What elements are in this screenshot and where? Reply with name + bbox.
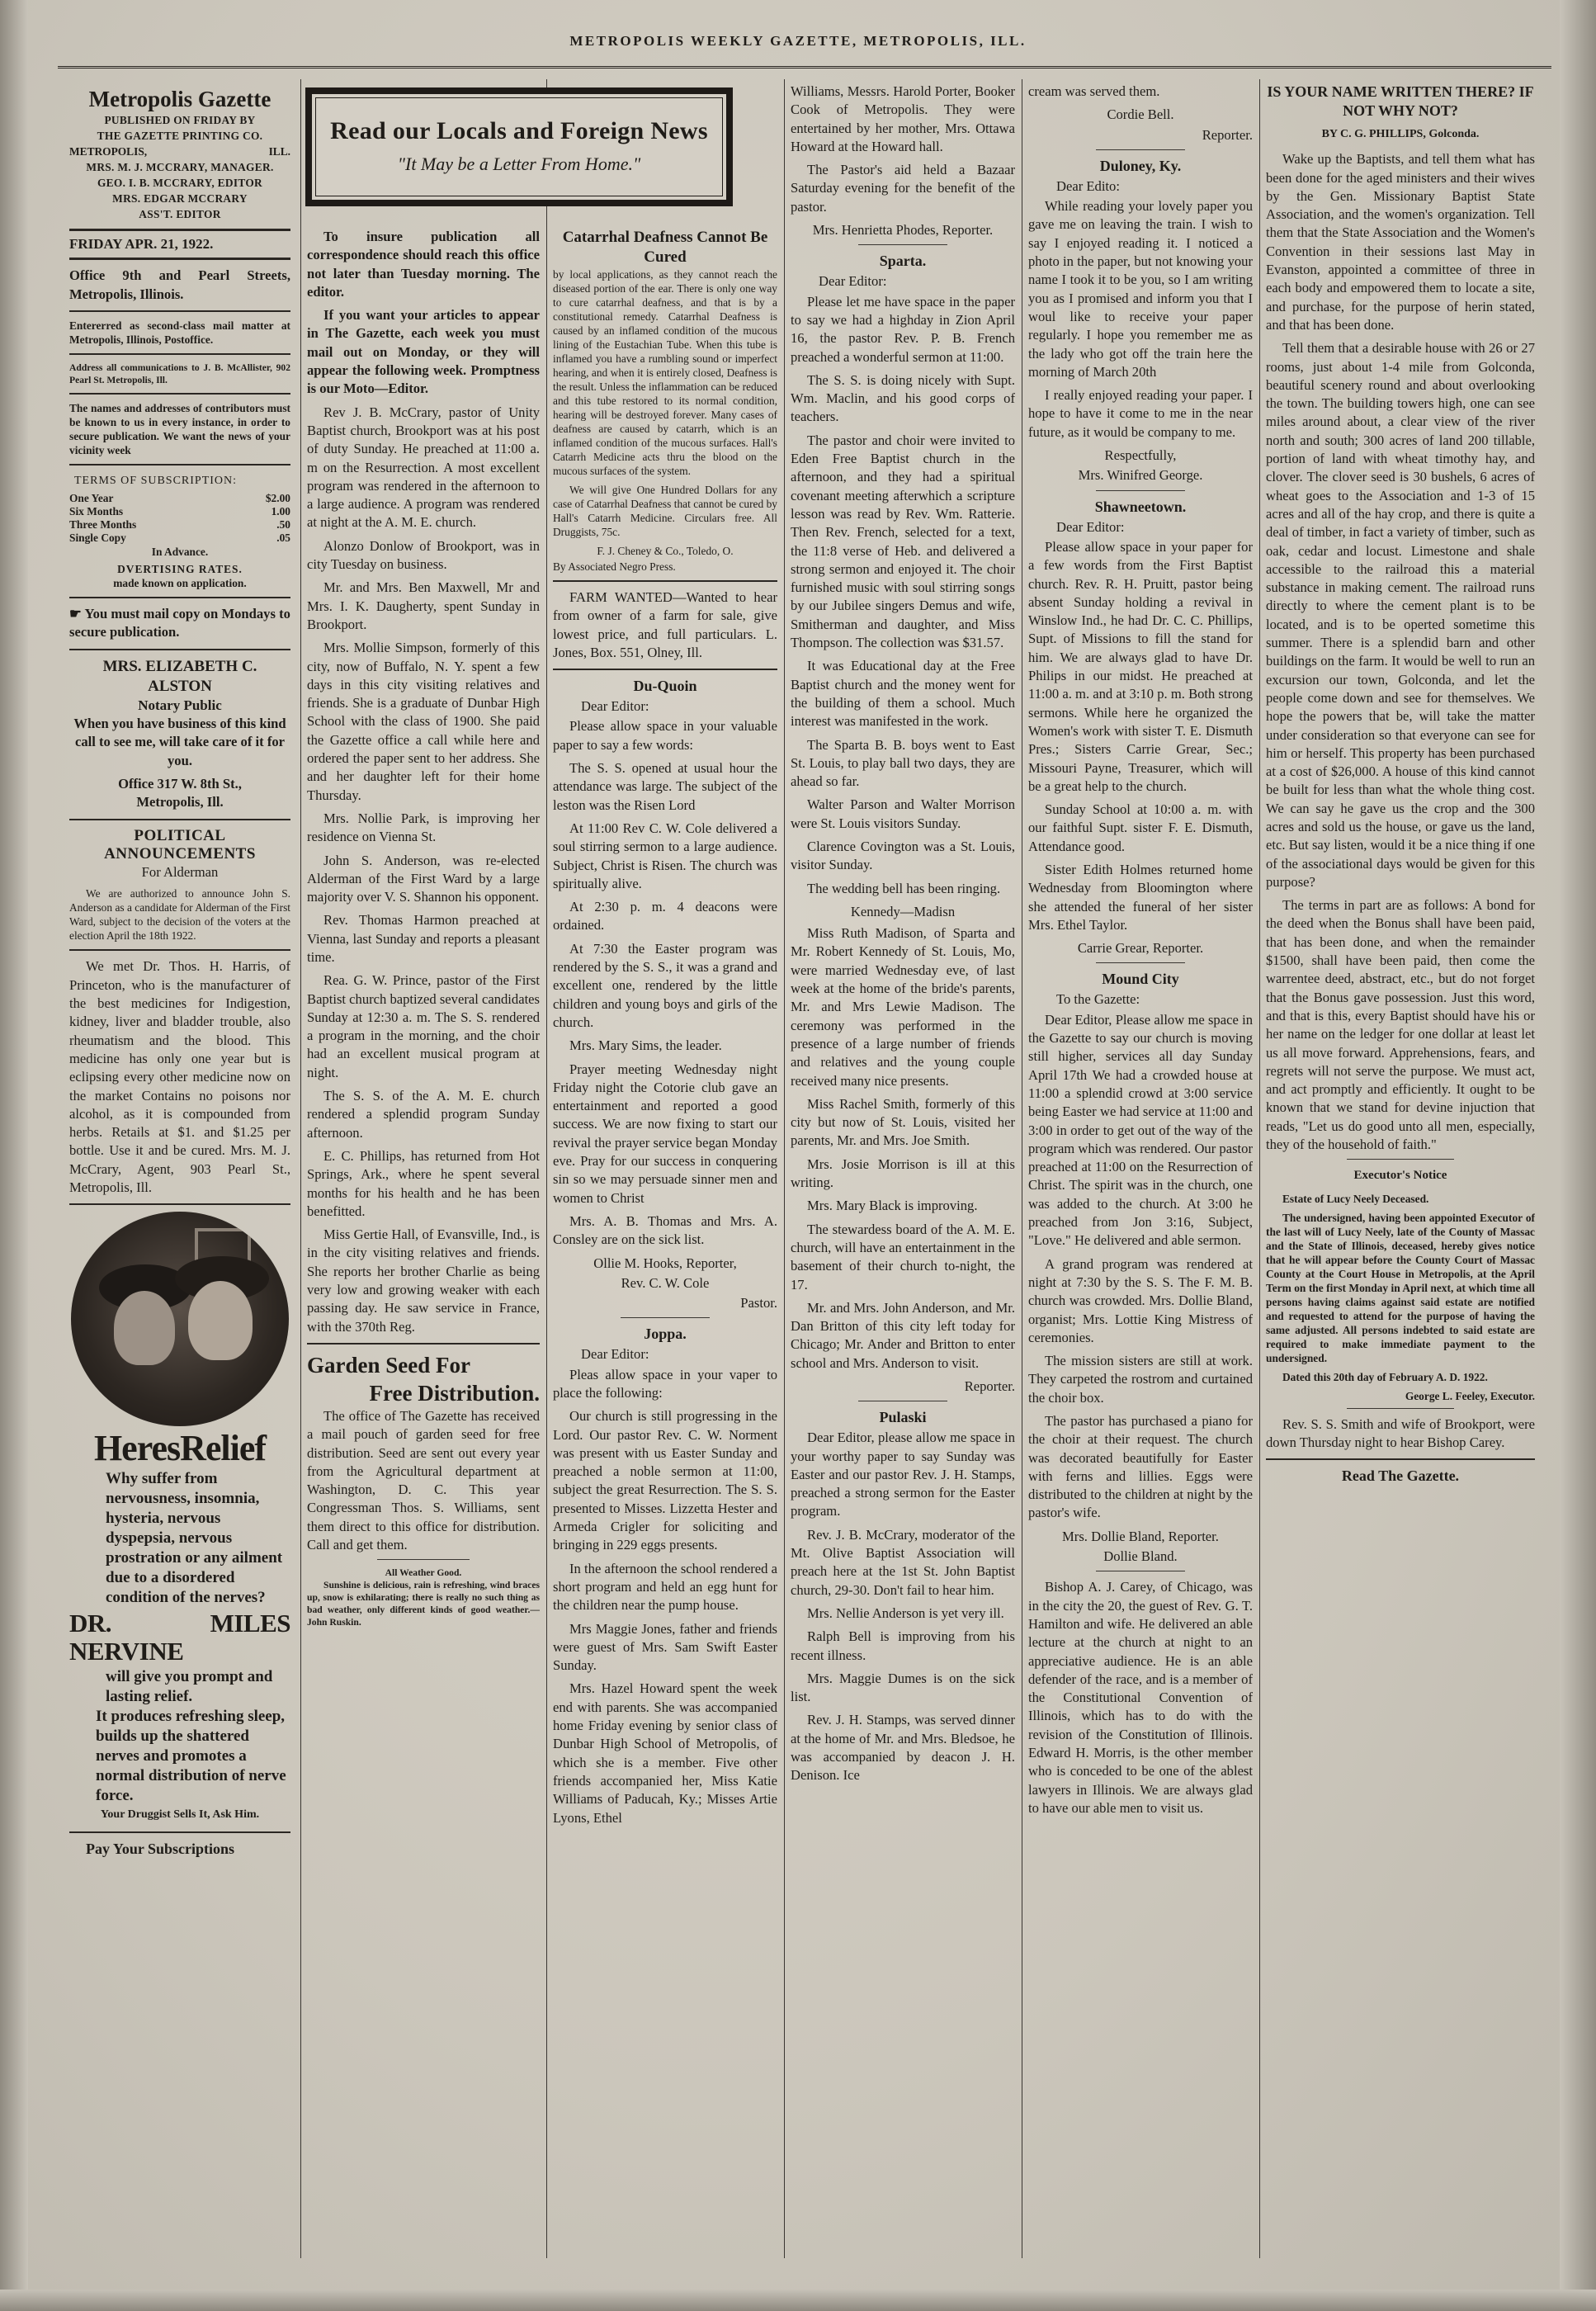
reporter-signature: Reporter. bbox=[1202, 126, 1253, 143]
advertising-title: DVERTISING RATES. bbox=[117, 563, 243, 576]
duquoin-paragraph: At 7:30 the Easter program was rendered by the S. S., it was a grand and excellent one, rendered by the little children and young boys and girls of the church. bbox=[553, 940, 777, 1030]
rule bbox=[69, 393, 290, 395]
rule bbox=[69, 819, 290, 820]
reporter-signature: Reporter. bbox=[964, 1378, 1015, 1394]
news-item: Alonzo Donlow of Brookport, was in city Tuesday on business. bbox=[307, 537, 540, 573]
issue-date: FRIDAY APR. 21, 1922. bbox=[69, 229, 290, 260]
duloney-paragraph: I really enjoyed reading your paper. I hope to have it come to me in the near future, as it would be company to me. bbox=[1028, 387, 1253, 440]
sparta-paragraph: It was Educational day at the Free Baptist church and the money went for the building of them a school. Much interest was manifested in the work. bbox=[791, 658, 1015, 730]
terms-row bbox=[69, 505, 290, 518]
running-head: METROPOLIS WEEKLY GAZETTE, METROPOLIS, ILL. bbox=[569, 33, 1027, 49]
separator bbox=[1096, 490, 1186, 491]
salutation: Dear Editor: bbox=[819, 273, 887, 290]
mound-city-signature: Dollie Bland. bbox=[1103, 1548, 1178, 1565]
column-2 bbox=[307, 228, 540, 2260]
pulaski-paragraph: Mrs. Nellie Anderson is yet very ill. bbox=[807, 1604, 1004, 1621]
joppa-paragraph: Mrs. Hazel Howard spent the week end with parents. She was accompanied home Friday evening by senior class of Dunbar High School of Metropolis, of which she is a member. Five other friends accompanied her, Miss Katie Williams of Paducah, Ky.; Misses Artie Lyons, Ethel bbox=[553, 1680, 777, 1826]
catarrh-heading: Catarrhal Deafness Cannot Be Cured bbox=[562, 229, 768, 266]
rule bbox=[69, 949, 290, 951]
duloney-heading: Duloney, Ky. bbox=[1099, 157, 1182, 174]
shawneetown-paragraph: Please allow space in your paper for a few words from the First Baptist church. Rev. R. H. Pruitt, pastor being absent Sunday holding a revival in Winslow Ind., he had Dr. C. C. Phillips, Supt. of Missions to fill the stand for him. We are always glad to have Dr. Philips in our midst. He preached at 11:00 a. m. and at 3:10 p. m. Both strong sermons. While here he organized the Women's work with sister T. E. Dismuth Pres.; Sisters Carrie Grear, Sec.; Missouri Payne, Treasurer, which will be a great help to the church. bbox=[1028, 538, 1253, 794]
news-item: The Pastor's aid held a Bazaar Saturday evening for the benefit of the pastor. bbox=[791, 162, 1015, 215]
mound-city-signature: Mrs. Dollie Bland, Reporter. bbox=[1062, 1528, 1219, 1544]
duloney-paragraph: While reading your lovely paper you gave me on leaving the train. I wish to say I enjoyed reading it. I noticed a photo in the paper, but not knowing your name I took it to be you, so I am writing you as I promised and inform you that I woul like to receive your paper regularly. I hope you remember me as the lady who got off the train here the morning of March 20th bbox=[1028, 198, 1253, 380]
pulaski-paragraph: Rev. J. B. McCrary, moderator of the Mt. Olive Baptist Association will preach here at the 1st St. John Baptist church, 29-30. Don't fail to hear him. bbox=[791, 1526, 1015, 1598]
masthead-asst-editor-title: ASS'T. EDITOR bbox=[139, 208, 221, 220]
salutation: Dear Editor: bbox=[1056, 518, 1125, 535]
associated-press: By Associated Negro Press. bbox=[553, 560, 676, 573]
address-notice: Address all communications to J. B. McAllister, 902 Pearl St. Metropolis, Ill. bbox=[69, 362, 290, 385]
ad-footer: Your Druggist Sells It, Ask Him. bbox=[100, 1808, 260, 1822]
terms-label: Six Months bbox=[69, 505, 124, 518]
article-headline: IS YOUR NAME WRITTEN THERE? IF NOT WHY NOT? bbox=[1267, 83, 1534, 119]
scan-edge-right bbox=[1560, 0, 1596, 2311]
sparta-paragraph: Clarence Covington was a St. Louis, visitor Sunday. bbox=[791, 838, 1015, 873]
rule bbox=[307, 1343, 540, 1345]
duquoin-paragraph: At 2:30 p. m. 4 deacons were ordained. bbox=[553, 899, 777, 933]
pulaski-paragraph: Rev. J. H. Stamps, was served dinner at the home of Mr. and Mrs. Bledsoe, he was accompanied by deacon J. H. Denison. Ice bbox=[791, 1712, 1015, 1784]
article-byline: BY C. G. PHILLIPS, Golconda. bbox=[1321, 128, 1480, 140]
ad-brand: DR. MILES NERVINE bbox=[69, 1609, 290, 1666]
joppa-paragraph: Our church is still progressing in the Lord. Our pastor Rev. C. W. Norment was present with us Easter Sunday and preached a noble sermon at 11:00, subject the great Resurrection. The S. S. presented to Misses. Lizzetta Hester and Armeda Crigler for soliciting and bringing in 229 eggs presents. bbox=[553, 1408, 777, 1553]
terms-label: Three Months bbox=[69, 518, 137, 532]
column-rule bbox=[1259, 79, 1260, 2258]
scan-edge-bottom bbox=[0, 2290, 1596, 2311]
executor-date: Dated this 20th day of February A. D. 1922. bbox=[1282, 1370, 1488, 1383]
masthead-editor: GEO. I. B. MCCRARY, EDITOR bbox=[97, 177, 263, 189]
news-item: E. C. Phillips, has returned from Hot Springs, Ark., where he spent several months for his health and he has been benefitted. bbox=[307, 1147, 540, 1219]
rule bbox=[69, 1831, 290, 1833]
duquoin-signature: Pastor. bbox=[740, 1295, 777, 1311]
duquoin-paragraph: Mrs. A. B. Thomas and Mrs. A. Consley are on the sick list. bbox=[553, 1212, 777, 1248]
news-item: Mr. and Mrs. Ben Maxwell, Mr and Mrs. I. K. Daugherty, spent Sunday in Brookport. bbox=[307, 579, 540, 632]
terms-label: Single Copy bbox=[69, 532, 126, 545]
locals-box-subtitle: "It May be a Letter From Home." bbox=[397, 154, 641, 174]
bishop-carey-item: Bishop A. J. Carey, of Chicago, was in the city the 20, the guest of Rev. G. T. Hamilton and wife. He delivered an able lecture at the church at night to an appreciative audience. He is an able defender of the race, and is a member of the Constitutional Convention of Illinois, which has to do with the revision of the Constitution of Illinois. Edward H. Morris, is the other member who is conceded to be one of the ablest lawyers in Illinois. We are always glad to have our able men to visit us. bbox=[1028, 1579, 1253, 1816]
news-continued: cream was served them. bbox=[1028, 83, 1160, 99]
sparta-paragraph: The Sparta B. B. boys went to East St. Louis, to play ball two days, they are ahead so far. bbox=[791, 736, 1015, 790]
duquoin-paragraph: Prayer meeting Wednesday night Friday night the Cotorie club gave an entertainment and reported a good success. We are now fixing to start our revival the prayer service began Monday eve. Pray for our success in conquering sin so we may persuade sinner men and women to Christ bbox=[553, 1061, 777, 1206]
weather-quote: Sunshine is delicious, rain is refreshing, wind braces up, snow is exhilarating; there is really no such thing as bad weather, only different kinds of good weather.—John Ruskin. bbox=[307, 1580, 540, 1628]
terms-price: .05 bbox=[276, 532, 290, 545]
garden-seed-text: The office of The Gazette has received a mail pouch of garden seed for free distribution. Seed are sent out every year from the Agricultural department at Washington, D. C. This year Congressman Thos. S. Williams, sent them direct to this office for distribution. Call and get them. bbox=[307, 1407, 540, 1552]
news-item: The S. S. of the A. M. E. church rendered a splendid program Sunday afternoon. bbox=[307, 1088, 540, 1141]
salutation: To the Gazette: bbox=[1056, 991, 1140, 1008]
duquoin-paragraph: The S. S. opened at usual hour the attendance was large. The subject of the leston was the Risen Lord bbox=[553, 760, 777, 813]
read-the-gazette: Read The Gazette. bbox=[1341, 1467, 1460, 1485]
article-paragraph: Tell them that a desirable house with 26 or 27 rooms, just about 1-4 mile from Golconda, beautiful scenery round and about overlooking the town. The building towers high, one can see miles around about, a clear view of the river north and south; 300 acres of land 200 tillable, portion of land with wheat timothy hay, and clover. The clover seed is 30 bushels, 6 acres of wheat goes to the Association and 1-3 of 15 acres and all of the hay crop, and there is quite a deal of timber, in fact a variety of timber, such as oak, cedar and locust. Limestone and shale accessible to the railroad this a material substance in making cement. The railroad runs directly to where the cement plant is to be located, and is to be operted sometime this summer. There is a splendid barn and other buildings on the farm. It would be well to run an excursion our town, Golconda, and let the people come down and see for themselves. We hope the powers that be, will take the matter under consideration so that everyone can see for him or herself. This property has been purchased at a cost of $26,000. A house of this kind cannot be built for less than what the whole thing cost. We can say he gave us the crop and the 300 acres and sold us the house, or gave us the land, etc. But say listen, would it be a nice thing if one of the associational days would be given for this purpose? bbox=[1266, 340, 1535, 890]
rule bbox=[553, 669, 777, 670]
news-item: Rea. G. W. Prince, pastor of the First Baptist church baptized several candidates Sunday at 12:30 a. m. The S. S. rendered a program in the morning, and the choir had an excellent musical program at night. bbox=[307, 972, 540, 1080]
separator bbox=[377, 1559, 470, 1560]
duquoin-heading: Du-Quoin bbox=[633, 678, 697, 695]
smith-item: Rev. S. S. Smith and wife of Brookport, were down Thursday night to hear Bishop Carey. bbox=[1266, 1415, 1535, 1450]
sparta-paragraph: Please let me have space in the paper to say we had a highday in Zion April 16, the pastor Rev. P. B. French preached a wonderful sermon at 11:00. bbox=[791, 293, 1015, 365]
separator bbox=[1096, 149, 1186, 150]
kennedy-paragraph: The stewardess board of the A. M. E. church, will have an entertainment in the basement of their church to-night, the 17. bbox=[791, 1221, 1015, 1293]
mound-city-paragraph: Dear Editor, Please allow me space in the Gazette to say our church is moving still higher, services all day Sunday April 17th We had a crowded house at 11:00 a splendid crowd at 3:00 service being Easter we had service at 11:00 and 3:00 in order to get out of the way of the program which was rendered. Our pastor preached at 11:00 on the Resurrection of Christ. The spirit was in the church, one was added to the church. At 3:00 he preached from Jon 3:16, Subject, "Love." He delivered and able sermon. bbox=[1028, 1011, 1253, 1249]
column-5 bbox=[1028, 83, 1253, 2261]
mail-notice-text: You must mail copy on Mondays to secure publication. bbox=[69, 606, 290, 640]
pulaski-heading: Pulaski bbox=[879, 1409, 927, 1426]
sparta-paragraph: The pastor and choir were invited to Eden Free Baptist church in the afternoon, and they had a spiritual covenant meeting afterwhich a scripture lesson was read by Rev. Wm. Ratterie. Then Rev. French, selected for a text, the 11:8 verse of Heb. and delivered a strong sermon and enjoyed it. The choir furnished music with soul stirring songs by our Jubilee singers Demus and wife, Smitherman and daughter, and Miss Thompson. The collection was $31.57. bbox=[791, 432, 1015, 651]
face-shape bbox=[114, 1291, 175, 1365]
terms-row bbox=[69, 518, 290, 532]
kennedy-paragraph: Mr. and Mrs. John Anderson, and Mr. Dan Britton of this city left today for Chicago; Mr. Ander and Britton to enter school and Mrs. Anderson to visit. bbox=[791, 1299, 1015, 1371]
executor-signature: George L. Feeley, Executor. bbox=[1405, 1389, 1535, 1402]
rule bbox=[69, 310, 290, 312]
column-3 bbox=[553, 228, 777, 2260]
advertising-note: made known on application. bbox=[113, 577, 247, 590]
terms-table bbox=[69, 492, 290, 545]
locals-box-inner-border bbox=[315, 97, 723, 196]
separator bbox=[1096, 962, 1186, 963]
terms-price: 1.00 bbox=[271, 505, 290, 518]
duquoin-paragraph: At 11:00 Rev C. W. Cole delivered a soul stirring sermon to a large audience. Subject, Christ is Risen. The church was spiritually alive. bbox=[553, 820, 777, 891]
duquoin-signature: Ollie M. Hooks, Reporter, bbox=[593, 1255, 737, 1271]
ad-promise: will give you prompt and lasting relief. bbox=[106, 1668, 273, 1706]
column-rule bbox=[300, 79, 301, 2258]
mound-city-paragraph: A grand program was rendered at night at 7:30 by the S. S. The F. M. B. church was crowded. Mrs. Dollie Bland, organist; Mrs. Lottie King Mistress of ceremonies. bbox=[1028, 1255, 1253, 1345]
notary-name: MRS. ELIZABETH C. ALSTON bbox=[102, 657, 257, 695]
terms-price: $2.00 bbox=[265, 492, 290, 505]
news-item: Rev. Thomas Harmon preached at Vienna, last Sunday and reports a pleasant time. bbox=[307, 912, 540, 965]
joppa-paragraph: Pleas allow space in your vaper to place the following: bbox=[553, 1366, 777, 1401]
pulaski-paragraph: Dear Editor, please allow me space in your worthy paper to say Sunday was Easter and our pastor Rev. J. H. Stamps, preached a strong sermon for the Easter program. bbox=[791, 1430, 1015, 1519]
duquoin-signature: Rev. C. W. Cole bbox=[621, 1274, 710, 1291]
masthead-company: THE GAZETTE PRINTING CO. bbox=[97, 130, 263, 142]
political-text: We are authorized to announce John S. Anderson as a candidate for Alderman of the First Ward, subject to the decision of the voters at the election April the 18th 1922. bbox=[69, 887, 290, 943]
salutation: Dear Editor: bbox=[581, 698, 649, 715]
rule bbox=[69, 1203, 290, 1205]
news-item: Rev J. B. McCrary, pastor of Unity Baptist church, Brookport was at his post of duty Sunday. He preached at 11:00 a. m on the Resurrection. A most excellent program was rendered in the afternoon to a large audience. A program was rendered at night at the A. M. E. church. bbox=[307, 404, 540, 531]
joppa-paragraph: Mrs Maggie Jones, father and friends were guest of Mrs. Sam Swift Easter Sunday. bbox=[553, 1620, 777, 1674]
ad-body: Why suffer from nervousness, insomnia, hysteria, nervous dyspepsia, nervous prostration or any ailment due to a disordered condition of the nerves? bbox=[106, 1470, 283, 1607]
harris-notice: We met Dr. Thos. H. Harris, of Princeton, who is the manufacturer of the best medicines for Indigestion, kidney, liver and bladder trouble, also rheumatism and the blood. This medicine has only one year but is eclipsing every other medicine now on the market Contains no poisons nor alcohol, as it is compounded from herbs. Retails at $1. and $1.25 per bottle. Use it and be cured. Mrs. M. J. McCrary, Agent, 903 Pearl St., Metropolis, Ill. bbox=[69, 958, 290, 1196]
news-item: John S. Anderson, was re-elected Alderman of the First Ward by a large majority over V. S. Shannon his opponent. bbox=[307, 852, 540, 905]
weather-heading: All Weather Good. bbox=[385, 1567, 462, 1579]
masthead-asst-editor: MRS. EDGAR MCCRARY bbox=[112, 192, 248, 205]
sparta-paragraph: The wedding bell has been ringing. bbox=[807, 880, 1001, 896]
catarrh-offer: We will give One Hundred Dollars for any case of Catarrhal Deafness that cannot be cured by Hall's Catarrh Medicine. Circulars free. All Druggists, 75c. bbox=[553, 484, 777, 538]
duquoin-paragraph: Please allow space in your valuable paper to say a few words: bbox=[553, 718, 777, 753]
head-rule bbox=[58, 66, 1551, 69]
garden-seed-heading-2: Free Distribution. bbox=[369, 1380, 540, 1406]
pointing-hand-icon: ☛ bbox=[69, 606, 85, 622]
kennedy-paragraph: Miss Ruth Madison, of Sparta and Mr. Robert Kennedy of St. Louis, Mo, were married Wednesday eve, of last week at the home of the bride's parents, Mr. and Mrs Lewie Madison. The ceremony was performed in the presence of a large number of friends and relatives and the young couple received many nice presents. bbox=[791, 925, 1015, 1089]
masthead-city-row bbox=[69, 144, 290, 159]
news-item: Mrs. Mollie Simpson, formerly of this city, now of Buffalo, N. Y. spent a few days in this city visiting relatives and friends. She is a graduate of Dunbar High School with the class of 1900. She paid the Gazette office a call while here and ordered the paper sent to her address. She and her daughter left for their home Thursday. bbox=[307, 640, 540, 803]
contributors-notice: The names and addresses of contributors must be known to us in every instance, in order to secure publication. We want the news of your vicinity week bbox=[69, 401, 290, 456]
mound-city-paragraph: The pastor has purchased a piano for the choir at their request. The church was decorated beautifully for Easter with ferns and lillies. Eggs were distributed to the children at night by the pastor's wife. bbox=[1028, 1413, 1253, 1521]
political-sub: For Alderman bbox=[141, 864, 219, 881]
executor-estate: Estate of Lucy Neely Deceased. bbox=[1282, 1192, 1429, 1205]
catarrh-text: by local applications, as they cannot reach the diseased portion of the ear. There is only one way to cure catarrhal deafness, and that is by a constitutional remedy. Catarrhal Deafness is caused by an inflamed condition of the mucous lining of the Eustachian Tube. When this tube is inflamed you have a rumbling sound or imperfect hearing, and when it is entirely closed, Deafness is the result. Unless the inflammation can be reduced and this tube restored to its normal condition, hearing will be destroyed forever. Many cases of deafness are caused by catarrh, which is an inflamed condition of the mucous surfaces. Hall's Catarrh Medicine acts thru the blood on the mucous surfaces of the system. bbox=[553, 268, 777, 477]
mail-notice bbox=[69, 605, 290, 642]
rule bbox=[553, 580, 777, 582]
joppa-heading: Joppa. bbox=[644, 1326, 687, 1343]
column-masthead bbox=[69, 83, 290, 2261]
sparta-heading: Sparta. bbox=[879, 253, 927, 270]
terms-price: .50 bbox=[276, 518, 290, 532]
terms-label: One Year bbox=[69, 492, 114, 505]
mound-city-heading: Mound City bbox=[1102, 971, 1179, 988]
separator bbox=[1347, 1408, 1454, 1409]
kennedy-paragraph: Mrs. Mary Black is improving. bbox=[807, 1198, 978, 1214]
pulaski-paragraph: Mrs. Maggie Dumes is on the sick list. bbox=[791, 1670, 1015, 1705]
notary-city: Metropolis, Ill. bbox=[136, 794, 224, 811]
terms-title: TERMS OF SUBSCRIPTION: bbox=[74, 474, 238, 487]
column-rule bbox=[784, 79, 785, 2258]
ad-headline: HeresRelief bbox=[93, 1428, 267, 1469]
salutation: Dear Editor: bbox=[581, 1346, 649, 1363]
pulaski-paragraph: Ralph Bell is improving from his recent illness. bbox=[791, 1628, 1015, 1663]
face-shape bbox=[188, 1281, 253, 1360]
rule bbox=[69, 353, 290, 355]
catarrh-signature: F. J. Cheney & Co., Toledo, O. bbox=[597, 545, 734, 557]
masthead-published: PUBLISHED ON FRIDAY BY bbox=[104, 114, 256, 126]
salutation: Dear Edito: bbox=[1056, 177, 1120, 194]
masthead-manager: MRS. M. J. MCCRARY, MANAGER. bbox=[86, 161, 274, 173]
reporter-signature: Mrs. Henrietta Phodes, Reporter. bbox=[812, 222, 994, 239]
joppa-paragraph: In the afternoon the school rendered a short program and held an egg hunt for the children near the pump house. bbox=[553, 1560, 777, 1614]
notary-title: Notary Public bbox=[138, 697, 222, 713]
column-4 bbox=[791, 83, 1015, 2261]
terms-row bbox=[69, 532, 290, 545]
article-paragraph: Wake up the Baptists, and tell them what has been done for the aged ministers and their wives by the Gen. Missionary Baptist State Association, and the women's organization. Tell them that the State Association and the Women's Convention in their sessions last May in Evanston, appointed a committee of three in each body and empowered them to locate a site, and purchase, for the purpose of herin stated, and that has been done. bbox=[1266, 151, 1535, 333]
ad-detail: It produces refreshing sleep, builds up the shattered nerves and promotes a normal distribution of nerve force. bbox=[96, 1708, 286, 1805]
notice-monday: If you want your articles to appear in The Gazette, each week you must mail out on Monday, or they will appear the following week. Promptness is our Moto—Editor. bbox=[307, 307, 540, 397]
mound-city-paragraph: The mission sisters are still at work. They carpeted the rostrom and curtained the choir box. bbox=[1028, 1353, 1253, 1406]
scan-edge-left bbox=[0, 0, 28, 2311]
news-continued: Williams, Messrs. Harold Porter, Booker Cook of Metropolis. They were entertained by her mother, Mrs. Ottawa Howard at the Howard hall. bbox=[791, 83, 1015, 154]
notary-text: When you have business of this kind call to see me, will take care of it for you. bbox=[73, 716, 286, 768]
rule bbox=[1266, 1458, 1535, 1460]
ad-illustration bbox=[71, 1212, 289, 1426]
duloney-signature: Mrs. Winifred George. bbox=[1078, 467, 1203, 484]
in-advance: In Advance. bbox=[151, 546, 209, 559]
executor-heading: Executor's Notice bbox=[1353, 1169, 1447, 1183]
separator bbox=[621, 1317, 711, 1318]
kennedy-paragraph: Mrs. Josie Morrison is ill at this writing. bbox=[791, 1156, 1015, 1191]
reporter-signature: Cordie Bell. bbox=[1107, 106, 1174, 123]
shawneetown-paragraph: Sunday School at 10:00 a. m. with our faithful Supt. sister F. E. Dismuth, Attendance good. bbox=[1028, 801, 1253, 854]
shawneetown-paragraph: Sister Edith Holmes returned home Wednesday from Bloomington where she attended the funeral of her sister Mrs. Ethel Taylor. bbox=[1028, 861, 1253, 933]
office-address: Office 9th and Pearl Streets, Metropolis, Illinois. bbox=[69, 267, 290, 302]
masthead-state: ILL. bbox=[268, 145, 290, 158]
sparta-paragraph: Walter Parson and Walter Morrison were St. Louis visitors Sunday. bbox=[791, 796, 1015, 831]
rule bbox=[69, 649, 290, 650]
shawneetown-signature: Carrie Grear, Reporter. bbox=[1077, 940, 1204, 957]
terms-row bbox=[69, 492, 290, 505]
kennedy-paragraph: Miss Rachel Smith, formerly of this city but now of St. Louis, visited her parents, Mr. and Mrs. Joe Smith. bbox=[791, 1095, 1015, 1149]
masthead-city: METROPOLIS, bbox=[69, 145, 148, 158]
executor-text: The undersigned, having been appointed Executor of the last will of Lucy Neely, late of the County of Massac and the State of Illinois, deceased, hereby gives notice that he will appear before the County Court of Massac County at the Court House in Metropolis, at the April Term on the first Monday in April next, at which time all persons having claims against said estate are notified and requested to attend for the purpose of having the same adjusted. All persons indebted to said estate are required to make immediate payment to the undersigned. bbox=[1266, 1211, 1535, 1364]
separator bbox=[1347, 1159, 1454, 1160]
sparta-paragraph: The S. S. is doing nicely with Supt. Wm. Maclin, and his good corps of teachers. bbox=[791, 371, 1015, 425]
article-paragraph: The terms in part are as follows: A bond for the deed when the Bonus shall have been paid, that has been done, and when the remainder $1500, shall have been paid, then come the warrentee deed, abstract, etc., but do not forget that the Bonus gave possession. Just this word, and that is this, every Baptist should have his or her name on the ledger for one dollar at least let us all move forward. Apprehensions, fears, and regrets will not serve the purpose. We must act, and act promptly and efficiently. It ought to be known that we stand for devine injuction that reads, "Let us do good unto all men, especially, they of the household of faith." bbox=[1266, 897, 1535, 1153]
garden-seed-heading: Garden Seed For bbox=[307, 1352, 470, 1378]
political-heading: POLITICAL ANNOUNCEMENTS bbox=[104, 826, 256, 862]
rule bbox=[69, 464, 290, 466]
pay-subscriptions: Pay Your Subscriptions bbox=[86, 1840, 235, 1857]
duquoin-paragraph: Mrs. Mary Sims, the leader. bbox=[569, 1037, 722, 1054]
notice-correspondence: To insure publication all correspondence should reach this office not later than Tuesday morning. The editor. bbox=[307, 229, 540, 300]
news-item: Miss Gertie Hall, of Evansville, Ind., is in the city visiting relatives and friends. She reports her brother Charlie as being very low and growing weaker with each passing day. He saw service in France, with the 370th Reg. bbox=[307, 1226, 540, 1335]
notary-office: Office 317 W. 8th St., bbox=[118, 775, 242, 792]
farm-wanted: FARM WANTED—Wanted to hear from owner of a farm for sale, give lowest price, and full particulars. L. Jones, Box. 551, Olney, Ill. bbox=[553, 589, 777, 660]
entered-notice: Entererred as second-class mail matter at Metropolis, Illinois, Postoffice. bbox=[69, 319, 290, 346]
column-6 bbox=[1266, 83, 1535, 2261]
news-item: Mrs. Nollie Park, is improving her residence on Vienna St. bbox=[307, 810, 540, 845]
shawneetown-heading: Shawneetown. bbox=[1094, 498, 1187, 515]
masthead-title: Metropolis Gazette bbox=[88, 87, 272, 111]
rule bbox=[69, 597, 290, 598]
kennedy-heading: Kennedy—Madisn bbox=[850, 903, 956, 919]
locals-box bbox=[305, 87, 733, 206]
locals-box-title: Read our Locals and Foreign News bbox=[330, 117, 708, 144]
duloney-signature: Respectfully, bbox=[1104, 447, 1177, 464]
column-rule bbox=[546, 79, 547, 2258]
separator bbox=[858, 244, 948, 245]
